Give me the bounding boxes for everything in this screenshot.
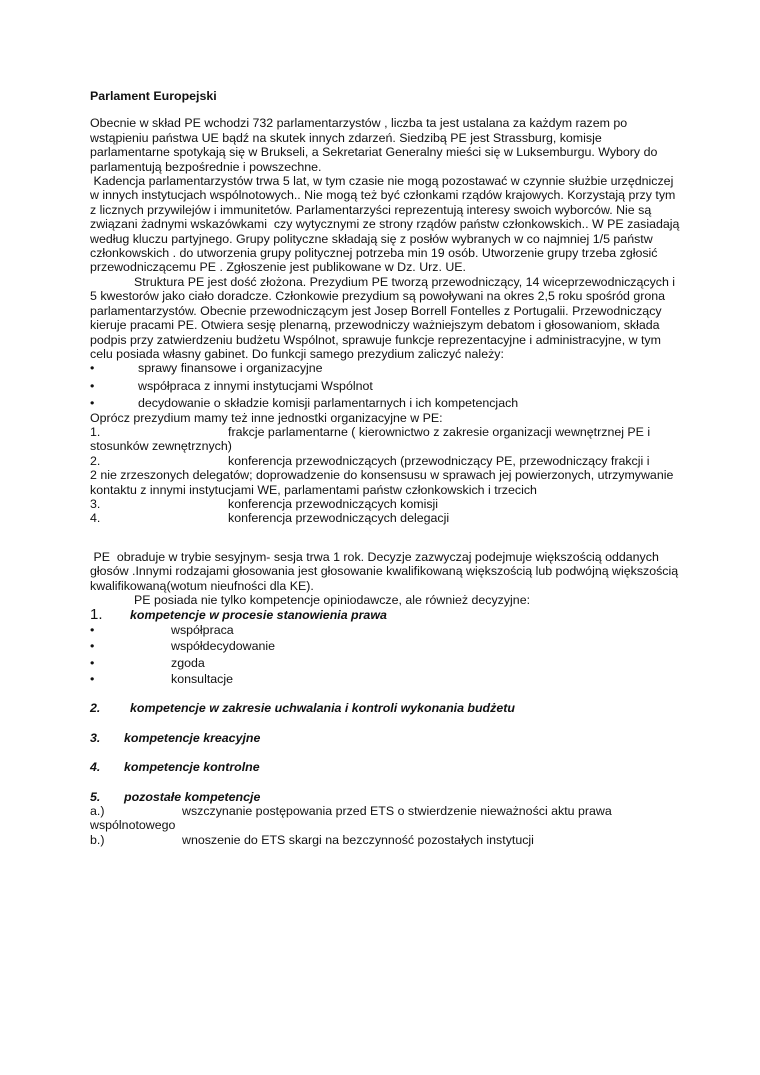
paragraph-term: Kadencja parlamentarzystów trwa 5 lat, w tym czasie nie mogą pozostawać w czynnie służbie urzędniczej w innych instytucjach wspólnotowych.. Nie mogą też być członkami rządów krajowych. Korzystają przy tym z licznych przywilejów i immunitetów. Parlamentarzyści reprezentują interesy swoich wyborców. Nie są związani żadnymi wskazówkami czy wytycznymi ze strony rządów państw członkowskich.. W PE zasiadają według kluczu partyjnego. Grupy polityczne składają się z posłów wybranych w co najmniej 1/5 państw członkowskich . do utworzenia grupy politycznej potrzeba min 19 osób. Utworzenie grupy trzeba zgłosić przewodniczącemu PE . Zgłoszenie jest publikowane w Dz. Urz. UE. <box>90 174 687 275</box>
paragraph-composition: Obecnie w skład PE wchodzi 732 parlamentarzystów , liczba ta jest ustalana za każdym razem po wstąpieniu państwa UE bądź na skutek innych zdarzeń. Siedzibą PE jest Strassburg, komisje parlamentarne spotykają się w Brukseli, a Sekretariat Generalny mieści się w Luksemburgu. Wybory do parlamentują bezpośrednie i powszechne. <box>90 116 658 174</box>
list-item-text: wszczynanie postępowania przed ETS o stwierdzenie nieważności aktu prawa <box>182 804 612 819</box>
competence-heading <box>90 790 680 804</box>
list-item <box>90 656 680 670</box>
competence-label: kompetencje w zakresie uchwalania i kontroli wykonania budżetu <box>130 701 515 716</box>
list-item <box>90 804 680 833</box>
competence-number: 1. <box>90 606 103 624</box>
list-item-continuation: wspólnotowego <box>90 818 176 833</box>
bullet-icon: • <box>90 396 95 411</box>
list-number: 2. <box>90 453 101 468</box>
list-item-text: współpraca <box>171 622 234 637</box>
list-item <box>90 361 680 375</box>
list-number: 4. <box>90 511 101 526</box>
competence-number: 2. <box>90 701 101 716</box>
competence-label: kompetencje w procesie stanowienia prawa <box>130 608 387 623</box>
other-bodies-intro: Oprócz prezydium mamy też inne jednostki organizacyjne w PE: <box>90 410 443 425</box>
list-item <box>90 639 680 653</box>
list-item-continuation: 2 nie zrzeszonych delegatów; doprowadzenie do konsensusu w sprawach jej powierzonych, utrzymywanie kontaktu z innymi instytucjami WE, parlamentami państw członkowskich i trzecich <box>90 468 674 497</box>
list-item-text: konferencja przewodniczących delegacji <box>228 511 450 526</box>
list-item-text: współdecydowanie <box>171 639 276 654</box>
list-item-text: sprawy finansowe i organizacyjne <box>138 361 323 376</box>
bullet-icon: • <box>90 639 95 654</box>
list-item <box>90 396 680 410</box>
list-item-continuation: stosunków zewnętrznych) <box>90 439 232 454</box>
list-item-text: konsultacje <box>171 672 233 687</box>
bullet-icon: • <box>90 361 95 376</box>
document-title: Parlament Europejski <box>90 89 217 103</box>
bullet-icon: • <box>90 672 95 687</box>
competences-intro: PE posiada nie tylko kompetencje opiniodawcze, ale również decyzyjne: <box>134 593 531 607</box>
list-number: b.) <box>90 832 105 847</box>
competence-label: pozostałe kompetencje <box>124 789 261 804</box>
list-item <box>90 379 680 393</box>
document-page <box>90 89 687 847</box>
list-item <box>90 623 680 637</box>
competence-label: kompetencje kontrolne <box>124 760 260 775</box>
list-item <box>90 425 680 454</box>
competence-heading <box>90 731 680 745</box>
list-item <box>90 511 680 525</box>
list-item-text: frakcje parlamentarne ( kierownictwo z zakresie organizacji wewnętrznej PE i <box>228 424 651 439</box>
competence-heading <box>90 760 680 774</box>
bullet-icon: • <box>90 378 95 393</box>
list-item-text: decydowanie o składzie komisji parlamentarnych i ich kompetencjach <box>138 396 519 411</box>
list-number: 1. <box>90 424 101 439</box>
competence-label: kompetencje kreacyjne <box>124 730 261 745</box>
list-item-text: współpraca z innymi instytucjami Wspólnot <box>138 378 373 393</box>
competence-heading <box>90 701 680 715</box>
list-item <box>90 672 680 686</box>
paragraph-structure: Struktura PE jest dość złożona. Prezydium PE tworzą przewodniczący, 14 wiceprzewodniczących i 5 kwestorów jako ciało doradcze. Członkowie prezydium są powoływani na okres 2,5 roku spośród grona parlamentarzystów. Obecnie przewodniczącym jest Josep Borrell Fontelles z Portugalii. Przewodniczący kieruje pracami PE. Otwiera sesję plenarną, przewodniczy ważniejszym debatom i głosowaniom, składa podpis przy zatwierdzeniu budżetu Wspólnot, sprawuje funkcje reprezentacyjne i administracyjne, w tym celu posiada własny gabinet. Do funkcji samego prezydium zaliczyć należy: <box>90 274 676 361</box>
competence-heading <box>90 608 680 622</box>
list-number: 3. <box>90 496 101 511</box>
list-number: a.) <box>90 804 105 819</box>
list-item <box>90 833 680 847</box>
list-item-text: konferencja przewodniczących komisji <box>228 496 439 511</box>
list-item-text: wnoszenie do ETS skargi na bezczynność pozostałych instytucji <box>182 832 534 847</box>
bullet-icon: • <box>90 622 95 637</box>
list-item-text: zgoda <box>171 655 205 670</box>
bullet-icon: • <box>90 655 95 670</box>
list-item <box>90 454 680 497</box>
competence-number: 4. <box>90 760 101 775</box>
list-item-text: konferencja przewodniczących (przewodniczący PE, przewodniczący frakcji i <box>228 453 650 468</box>
list-item <box>90 497 680 511</box>
competence-number: 5. <box>90 789 101 804</box>
paragraph-sessions: PE obraduje w trybie sesyjnym- sesja trwa 1 rok. Decyzje zazwyczaj podejmuje większością oddanych głosów .Innymi rodzajami głosowania jest głosowanie kwalifikowaną większością lub podwójną większością kwalifikowaną(wotum nieufności dla KE). <box>90 549 682 593</box>
competence-number: 3. <box>90 730 101 745</box>
